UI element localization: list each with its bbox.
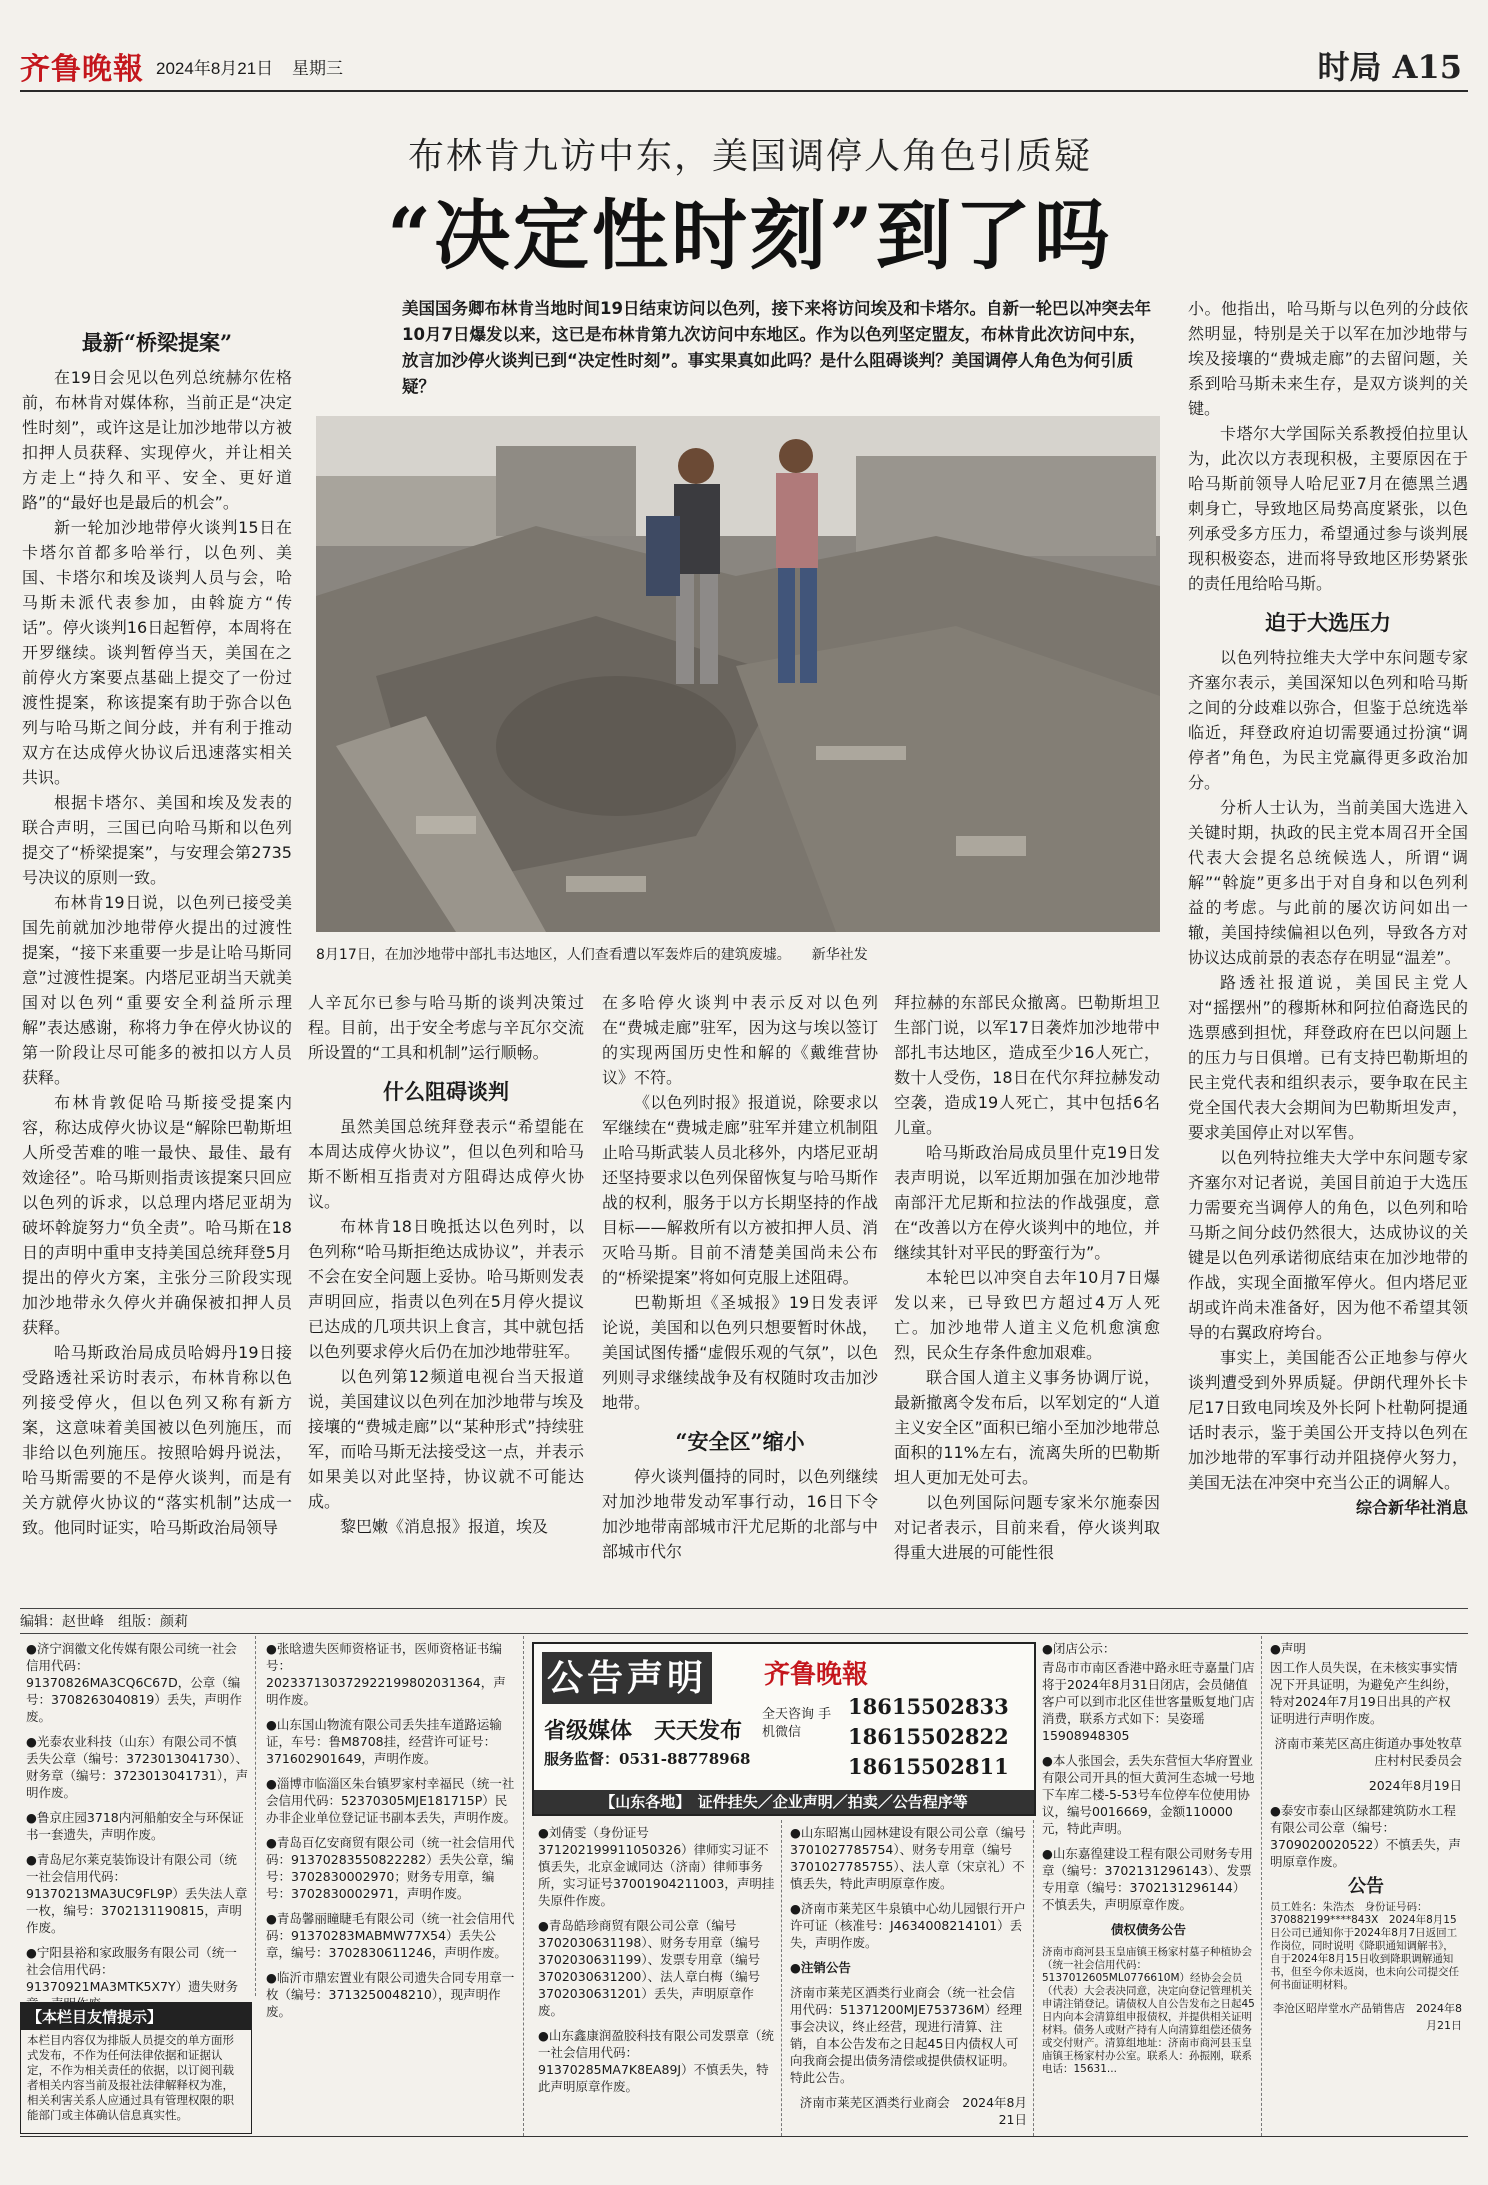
notice-item: ●山东国山物流有限公司丢失挂车道路运输证，车号：鲁M8708挂，经营许可证号：371602901649，声明作废。 <box>266 1717 502 1766</box>
issue-weekday: 星期三 <box>292 59 343 78</box>
friendly-reminder-title: 【本栏目友情提示】 <box>21 2003 251 2030</box>
paragraph: 以色列国际问题专家米尔施泰因对记者表示，目前来看，停火谈判取得重大进展的可能性很 <box>894 1493 1160 1562</box>
paragraph: 拜拉赫的东部民众撤离。巴勒斯坦卫生部门说，以军17日袭炸加沙地带中部扎韦达地区，造成至少16人死亡，数十人受伤，18日在代尔拜拉赫发动空袭，造成19人死亡，其中包括6名儿童。 <box>894 993 1160 1137</box>
notice-item: ●青岛尼尔莱克装饰设计有限公司（统一社会信用代码：91370213MA3UC9FL9P）丢失法人章一枚，编号：3702131190815，声明作废。 <box>26 1852 248 1935</box>
news-photo <box>316 416 1160 932</box>
notice-heading: 债权债务公告 <box>1110 1922 1186 1937</box>
paragraph: 根据卡塔尔、美国和埃及发表的联合声明，三国已向哈马斯和以色列提交了“桥梁提案”，与安理会第2735号决议的原则一致。 <box>22 793 292 887</box>
paragraph: 以色列特拉维夫大学中东问题专家齐塞尔表示，美国深知以色列和哈马斯之间的分歧难以弥合，但鉴于总统选举临近，拜登政府迫切需要通过扮演“调停者”角色，为民主党赢得更多政治加分。 <box>1188 648 1468 792</box>
notice-item: ●济宁润徽文化传媒有限公司统一社会信用代码：91370826MA3CQ6C67D，公章（编号：3708263040819）丢失，声明作废。 <box>26 1641 242 1724</box>
issue-date: 2024年8月21日 <box>156 59 274 78</box>
notice-item: ●山东嘉徨建设工程有限公司财务专用章（编号：3702131296143）、发票专用章（编号：3702131296144）不慎丢失，声明原章作废。 <box>1042 1846 1253 1912</box>
subheading-safe-zone: “安全区”缩小 <box>675 1429 805 1454</box>
paragraph: 小。他指出，哈马斯与以色列的分歧依然明显，特别是关于以军在加沙地带与埃及接壤的“费城走廊”的去留问题，关系到哈马斯未来生存，是双方谈判的关键。 <box>1188 299 1468 418</box>
section-page-label: 时局 A15 <box>1317 48 1462 86</box>
paragraph: 以色列第12频道电视台当天报道说，美国建议以色列在加沙地带与埃及接壤的“费城走廊”以“某种形式”持续驻军，而哈马斯无法接受这一点，并表示如果美以对此坚持，协议就不可能达成。 <box>308 1367 584 1511</box>
notice-item: ●闭店公示： <box>1042 1641 1116 1656</box>
notice-item: ●青岛百亿安商贸有限公司（统一社会信用代码：91370283550822282）丢失公章，编号：3702830002970；财务专用章，编号：3702830002971，声明作废。 <box>266 1835 515 1901</box>
notice-item: ●临沂市鼎宏置业有限公司遗失合同专用章一枚（编号：3713250048210），现声明作废。 <box>266 1970 515 2019</box>
article-column-3 <box>602 990 878 1590</box>
notice-item: ●淄博市临淄区朱台镇罗家村幸福民（统一社会信用代码：52370305MJE181715P）民办非企业单位登记证书副本丢失，声明作废。 <box>266 1776 517 1825</box>
notice-item: 济南市莱芜区酒类行业商会（统一社会信用代码：51371200MJE753736M）经理事会决议，终止经营，现进行清算、注销，自本公告发布之日起45日内债权人可向我商会提出债务清偿或提供债权证明。特此公告。 <box>790 1985 1022 2085</box>
article-lead: 美国国务卿布林肯当地时间19日结束访问以色列，接下来将访问埃及和卡塔尔。自新一轮巴以冲突去年10月7日爆发以来，这已是布林肯第九次访问中东地区。作为以色列坚定盟友，布林肯此次访问中东，放言加沙停火谈判已到“决定性时刻”。事实果真如此吗？是什么阻碍谈判？美国调停人角色为何引质疑？ <box>402 299 1151 396</box>
paragraph: 以色列特拉维夫大学中东问题专家齐塞尔对记者说，美国目前迫于大选压力需要充当调停人的角色，以色列和哈马斯之间分歧仍然很大，达成协议的关键是以色列承诺彻底结束在加沙地带的作战，实现全面撤军停火。但内塔尼亚胡或许尚未准备好，因为他不希望其领导的右翼政府垮台。 <box>1188 1148 1468 1342</box>
phone-number: 18615502811 <box>848 1754 1009 1779</box>
notice-item: ●山东昭嶲山园林建设有限公司公章（编号3701027785754）、财务专用章（编号3701027785755）、法人章（宋京礼）不慎丢失，特此声明原章作废。 <box>790 1825 1026 1891</box>
notice-item: ●鲁京庄园3718内河船舶安全与环保证书一套遗失，声明作废。 <box>26 1810 244 1842</box>
notice-phone-label: 全天咨询 手机微信 <box>762 1707 832 1740</box>
notice-column-5 <box>1036 1636 1262 2136</box>
notice-hotline: 服务监督：0531-88778968 <box>544 1750 751 1768</box>
rubble-scene-illustration <box>316 416 1160 932</box>
notice-item: ●光泰农业科技（山东）有限公司不慎丢失公章（编号：3723013041730）、财务章（编号：3723013041731），声明作废。 <box>26 1734 249 1800</box>
classified-notices <box>20 1636 1468 2137</box>
notice-item: 员工姓名：朱浩杰 身份证号码：370882199****843X 2024年8月15日公司已通知你于2024年8月7日返回工作岗位，同时说明《降职通知调解书》，自于2024年8月15日收到降职调解通知书，但至今你未返岗，也未向公司提交任何书面证明材料。 <box>1270 1901 1459 1991</box>
notice-item: ●张晗遗失医师资格证书，医师资格证书编号：202337130372922199802031364，声明作废。 <box>266 1641 506 1707</box>
notice-column-6 <box>1264 1636 1468 2136</box>
notice-column-3 <box>532 1820 782 2136</box>
paragraph: 路透社报道说，美国民主党人对“摇摆州”的穆斯林和阿拉伯裔选民的选票感到担忧，拜登政府在巴以问题上的压力与日俱增。已有支持巴勒斯坦的民主党代表和组织表示，要争取在民主党全国代表大会期间为巴勒斯坦发声，要求美国停止对以军售。 <box>1188 973 1468 1142</box>
article-headline: “决定性时刻”到了吗 <box>387 191 1113 280</box>
notice-slogan: 省级媒体 天天发布 <box>544 1718 743 1744</box>
notice-item: 2024年8月19日 <box>1368 1778 1462 1793</box>
notice-item: ●泰安市泰山区绿都建筑防水工程有限公司公章（编号：3709020020522）不慎丢失，声明原章作废。 <box>1270 1803 1461 1869</box>
notice-item: 济南市莱芜区酒类行业商会 2024年8月21日 <box>799 2095 1027 2127</box>
masthead <box>20 44 1468 92</box>
paragraph: 黎巴嫩《消息报》报道，埃及 <box>340 1517 549 1536</box>
notice-item: ●青岛馨丽瞳睫毛有限公司（统一社会信用代码：91370283MABMW77X54）丢失公章，编号：3702830611246，声明作废。 <box>266 1911 515 1960</box>
notice-item: ●刘倩雯（身份证号371202199911050326）律师实习证不慎丢失，北京金诚同达（济南）律师事务所，实习证号37001904211003，声明挂失原件作废。 <box>538 1825 775 1908</box>
paragraph: 布林肯19日说，以色列已接受美国先前就加沙地带停火提出的过渡性提案，“接下来重要一步是让哈马斯同意”过渡性提案。内塔尼亚胡当天就美国对以色列“重要安全利益所示理解”表达感谢，称将力争在停火协议的第一阶段让尽可能多的被扣以方人员获释。 <box>22 893 292 1087</box>
paragraph: 新一轮加沙地带停火谈判15日在卡塔尔首都多哈举行，以色列、美国、卡塔尔和埃及谈判人员与会，哈马斯未派代表参加，由斡旋方“传话”。停火谈判16日起暂停，本周将在开罗继续。谈判暂停当天，美国在之前停火方案要点基础上提交了一份过渡性提案，称该提案有助于弥合以色列与哈马斯之间分歧，并有利于推动双方在达成停火协议后迅速落实相关共识。 <box>22 518 292 787</box>
notice-item: 青岛市市南区香港中路永旺寺嘉量门店将于2024年8月31日闭店，会员储值客户可以到市北区佳世客量贩复地门店消费，联系方式如下：吴姿瑶 15908948305 <box>1042 1660 1255 1743</box>
notice-column-2 <box>260 1636 524 2136</box>
phone-number: 18615502822 <box>848 1724 1009 1749</box>
article-column-4 <box>894 990 1160 1590</box>
byline: 综合新华社消息 <box>1355 1498 1468 1517</box>
subheading-election-pressure: 迫于大选压力 <box>1265 610 1391 635</box>
notice-heading: 公告 <box>1348 1876 1384 1897</box>
notice-item: 济南市商河县玉皇庙镇王杨家村墓子种植协会（统一社会信用代码：5137012605ML0776610M）经协会会员（代表）大会表决同意，决定向登记管理机关申请注销登记。请债权人自公告发布之日起45日内向本会清算组申报债权，并提供相关证明材料。债务人或财产持有人向清算组偿还债务或交付财产。清算组地址：济南市商河县玉皇庙镇王杨家村办公室。联系人：孙振刚，联系电话：15631... <box>1042 1946 1255 2075</box>
paragraph: 人辛瓦尔已参与哈马斯的谈判决策过程。目前，出于安全考虑与辛瓦尔交流所设置的“工具和机制”运行顺畅。 <box>308 993 584 1062</box>
article-kicker: 布林肯九访中东，美国调停人角色引质疑 <box>407 136 1092 177</box>
paragraph: 卡塔尔大学国际关系教授伯拉里认为，此次以方表现积极，主要原因在于哈马斯前领导人哈尼亚7月在德黑兰遇刺身亡，导致地区局势高度紧张，以色列承受多方压力，希望通过参与谈判展现积极姿态，进而将导致地区形势紧张的责任甩给哈马斯。 <box>1188 424 1468 593</box>
newspaper-logo: 齐鲁晚報 <box>20 52 144 87</box>
paragraph: 《以色列时报》报道说，除要求以军继续在“费城走廊”驻军并建立机制阻止哈马斯武装人员北移外，内塔尼亚胡还坚持要求以色列保留恢复与哈马斯作战的权利，服务于以方长期坚持的作战目标——解救所有以方被扣押人员、消灭哈马斯。目前不清楚美国尚未公布的“桥梁提案”将如何克服上述阻碍。 <box>602 1093 878 1287</box>
notice-item: ●宁阳县裕和家政服务有限公司（统一社会信用代码：91370921MA3MTK5X7Y）遗失财务 <box>26 1945 239 1994</box>
notice-item: 济南市莱芜区高庄街道办事处牧草庄村村民委员会 <box>1274 1736 1462 1768</box>
subheading-bridge-proposal: 最新“桥梁提案” <box>81 330 233 355</box>
paragraph: 事实上，美国能否公正地参与停火谈判遭受到外界质疑。伊朗代理外长卡尼17日致电同埃及外长阿卜杜勒阿提通话时表示，鉴于美国公开支持以色列在加沙地带的军事行动并阻挠停火努力，美国无法在冲突中充当公正的调解人。 <box>1188 1348 1468 1492</box>
article-column-2 <box>308 990 584 1590</box>
notice-advert-box <box>532 1642 1036 1816</box>
friendly-reminder-body: 本栏目内容仅为排版人员提交的单方面形式发布，不作为任何法律依据和证据认定，不作为相关责任的依据，以订阅刊载者相关内容当前及报社法律解释权为准，相关利害关系人应通过具有管理权限的职能部门或主体确认信息真实性。 <box>27 2033 234 2122</box>
notice-newspaper-logo: 齐鲁晚報 <box>764 1660 869 1690</box>
paragraph: 分析人士认为，当前美国大选进入关键时期，执政的民主党本周召开全国代表大会提名总统候选人，所谓“调解”“斡旋”更多出于对自身和以色列利益的考虑。与此前的屡次访问如出一辙，美国持续偏袒以色列，导致各方对协议达成前景的表态存在明显“温差”。 <box>1188 798 1468 967</box>
photo-caption: 8月17日，在加沙地带中部扎韦达地区，人们查看遭以军轰炸后的建筑废墟。 新华社发 <box>316 947 868 963</box>
phone-number: 18615502833 <box>848 1694 1009 1719</box>
notice-item: 因工作人员失误，在未核实事实情况下开具证明，为避免产生纠纷，特对2024年7月19日出具的产权证明进行声明作废。 <box>1270 1660 1458 1726</box>
notice-title: 公告声明 <box>542 1652 712 1704</box>
paragraph: 巴勒斯坦《圣城报》19日发表评论说，美国和以色列只想要暂时休战，美国试图传播“虚假乐观的气氛”，以色列则寻求继续战争及有权随时攻击加沙地带。 <box>602 1293 878 1412</box>
paragraph: 在19日会见以色列总统赫尔佐格前，布林肯对媒体称，当前正是“决定性时刻”，或许这是让加沙地带以方被扣押人员获释、实现停火，并让相关方走上“持久和平、安全、更好道路”的“最好也是最后的机会”。 <box>22 368 292 512</box>
notice-item: ●青岛皓珍商贸有限公司公章（编号3702030631198）、财务专用章（编号3702030631199）、发票专用章（编号3702030631200）、法人章白梅（编号3702030631201）丢失，声明原章作废。 <box>538 1918 761 2018</box>
notice-column-4 <box>784 1820 1034 2136</box>
subheading-obstacles: 什么阻碍谈判 <box>383 1079 509 1104</box>
article-column-5 <box>1188 296 1468 1592</box>
paragraph: 布林肯18日晚抵达以色列时，以色列称“哈马斯拒绝达成协议”，并表示不会在安全问题上妥协。哈马斯则发表声明回应，指责以色列在5月停火提议已达成的几项共识上食言，其中就包括以色列要求停火后仍在加沙地带驻军。 <box>308 1217 584 1361</box>
notice-item: ●声明 <box>1270 1641 1306 1656</box>
paragraph: 哈马斯政治局成员里什克19日发表声明说，以军近期加强在加沙地带南部汗尤尼斯和拉法的作战强度，意在“改善以方在停火谈判中的地位，并继续其针对平民的野蛮行为”。 <box>894 1143 1160 1262</box>
notice-item: ●济南市莱芜区牛泉镇中心幼儿园银行开户许可证（核准号：J4634008214101）丢失，声明作废。 <box>790 1901 1026 1950</box>
friendly-reminder-box <box>20 2002 252 2134</box>
notice-phones <box>848 1692 1009 1782</box>
notice-item: 李沧区昭岸堂水产品销售店 2024年8月21日 <box>1273 2002 1462 2032</box>
notice-item: ●山东鑫康润盈胶科技有限公司发票章（统一社会信用代码：91370285MA7K8EA89J）不慎丢失，特此声明原章作废。 <box>538 2028 774 2094</box>
notice-column-1 <box>20 1636 256 1996</box>
notice-services-bar: 【山东各地】 证件挂失／企业声明／拍卖／公告程序等 <box>534 1790 1034 1814</box>
notice-item: ●本人张国会，丢失东营恒大华府置业有限公司开具的恒大黄河生态城一号地下车库二楼-5-53号车位停车位使用协议，编号0016669，金额110000元，特此声明。 <box>1042 1753 1255 1836</box>
paragraph: 布林肯敦促哈马斯接受提案内容，称达成停火协议是“解除巴勒斯坦人所受苦难的唯一最快、最佳、最有效途径”。哈马斯则指责该提案只回应以色列的诉求，以总理内塔尼亚胡为破坏斡旋努力“负全责”。哈马斯在18日的声明中重申支持美国总统拜登5月提出的停火方案，主张分三阶段实现加沙地带永久停火并确保被扣押人员获释。 <box>22 1093 292 1337</box>
paragraph: 哈马斯政治局成员哈姆丹19日接受路透社采访时表示，布林肯称以色列接受停火，但以色列又称有新方案，这意味着美国被以色列施压，而非给以色列施压。按照哈姆丹说法，哈马斯需要的不是停火谈判，而是有关方就停火协议的“落实机制”达成一致。他同时证实，哈马斯政治局领导 <box>22 1343 292 1537</box>
notice-item: ●注销公告 <box>790 1960 851 1975</box>
editor-credits: 编辑：赵世峰 组版：颜莉 <box>20 1608 1468 1634</box>
paragraph: 虽然美国总统拜登表示“希望能在本周达成停火协议”，但以色列和哈马斯不断相互指责对方阻碍达成停火协议。 <box>308 1117 584 1211</box>
paragraph: 联合国人道主义事务协调厅说，最新撤离令发布后，以军划定的“人道主义安全区”面积已缩小至加沙地带总面积的11%左右，流离失所的巴勒斯坦人更加无处可去。 <box>894 1368 1160 1487</box>
paragraph: 本轮巴以冲突自去年10月7日爆发以来，已导致巴方超过4万人死亡。加沙地带人道主义危机愈演愈烈，民众生存条件愈加艰难。 <box>894 1268 1160 1362</box>
article-column-1 <box>22 316 292 1586</box>
paragraph: 在多哈停火谈判中表示反对以色列在“费城走廊”驻军，因为这与埃以签订的实现两国历史性和解的《戴维营协议》不符。 <box>602 993 878 1087</box>
paragraph: 停火谈判僵持的同时，以色列继续对加沙地带发动军事行动，16日下令加沙地带南部城市汗尤尼斯的北部与中部城市代尔 <box>602 1467 878 1561</box>
